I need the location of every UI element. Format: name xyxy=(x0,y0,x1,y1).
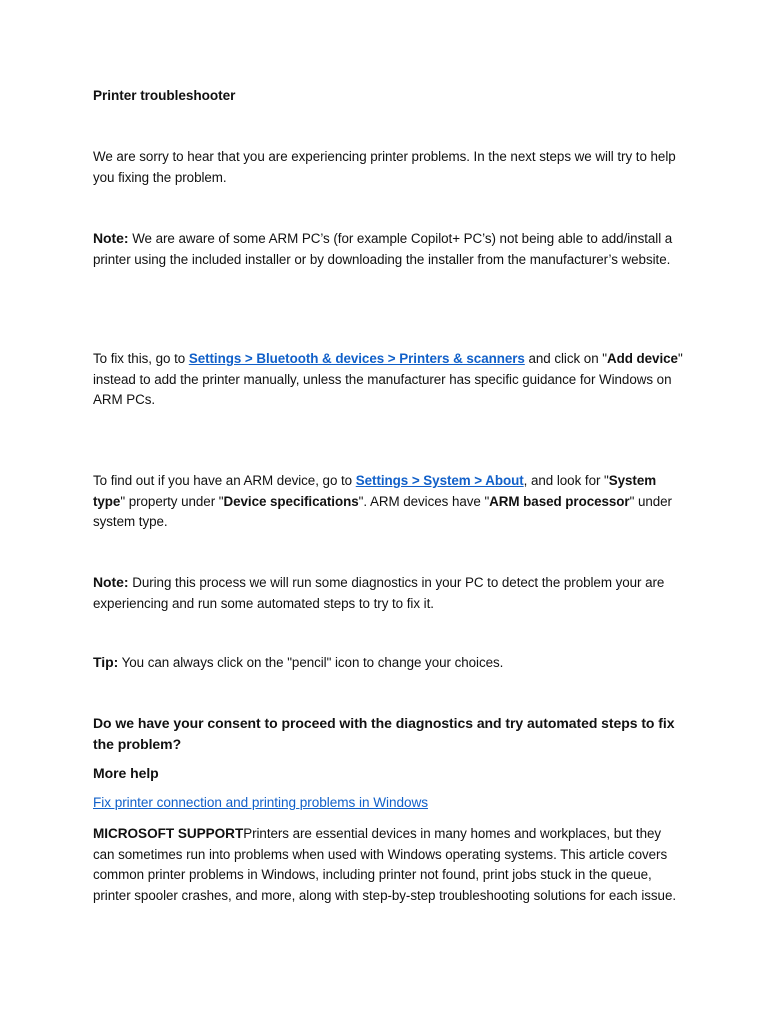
article-link-paragraph xyxy=(93,793,683,814)
system-type-label: System type xyxy=(93,473,657,509)
device-specifications-label: Device specifications xyxy=(223,493,359,509)
note-label: Note: xyxy=(93,574,129,590)
fix-paragraph xyxy=(93,349,683,411)
fix-text-after: " instead to add the printer manually, unless the manufacturer has specific guidance for Windows on ARM PCs. xyxy=(93,351,683,408)
diagnostics-note-text: During this process we will run some diagnostics in your PC to detect the problem your are experiencing and run some automated steps to try to fix it. xyxy=(93,575,665,611)
add-device-label: Add device xyxy=(606,351,678,366)
find-arm-text-2: " property under " xyxy=(120,493,224,509)
arm-note-text: We are aware of some ARM PC’s (for example Copilot+ PC’s) not being able to add/install a printer using the included installer or by downloading the installer from the manufacturer’s website. xyxy=(93,231,673,267)
printers-scanners-settings-link[interactable]: Settings > Bluetooth & devices > Printers & scanners xyxy=(188,351,525,366)
page-title: Printer troubleshooter xyxy=(93,88,236,103)
arm-note-paragraph xyxy=(93,228,683,270)
find-arm-text-before: To find out if you have an ARM device, go to xyxy=(93,473,356,488)
fix-text-before: To fix this, go to xyxy=(93,351,189,366)
fix-text-middle: and click on " xyxy=(524,351,607,366)
consent-question: Do we have your consent to proceed with the diagnostics and try automated steps to fix the problem? xyxy=(93,715,675,752)
note-label: Note: xyxy=(93,230,129,246)
tip-label: Tip: xyxy=(93,654,119,670)
find-arm-text-4: " under system type. xyxy=(93,493,672,530)
tip-paragraph xyxy=(93,652,683,674)
tip-text: You can always click on the "pencil" icon to change your choices. xyxy=(118,655,504,670)
find-arm-text-1: , and look for " xyxy=(523,473,609,488)
article-summary-paragraph xyxy=(93,824,683,906)
diagnostics-note-paragraph xyxy=(93,572,683,614)
fix-printer-article-link[interactable]: Fix printer connection and printing problems in Windows xyxy=(93,795,428,810)
arm-based-processor-label: ARM based processor xyxy=(489,493,630,509)
article-description: Printers are essential devices in many homes and workplaces, but they can sometimes run into problems when used with Windows operating systems. This article covers common printer problems in Windows, including printer not found, print jobs stuck in the queue, printer spooler crashes, and more, along with step-by-step troubleshooting solutions for each issue. xyxy=(93,826,677,903)
intro-paragraph: We are sorry to hear that you are experiencing printer problems. In the next steps we will try to help you fixing the problem. xyxy=(93,149,676,185)
source-label: MICROSOFT SUPPORT xyxy=(93,826,244,841)
system-about-settings-link[interactable]: Settings > System > About xyxy=(355,473,524,488)
more-help-heading: More help xyxy=(93,765,159,781)
find-arm-paragraph xyxy=(93,471,683,533)
find-arm-text-3: ". ARM devices have " xyxy=(358,493,490,509)
